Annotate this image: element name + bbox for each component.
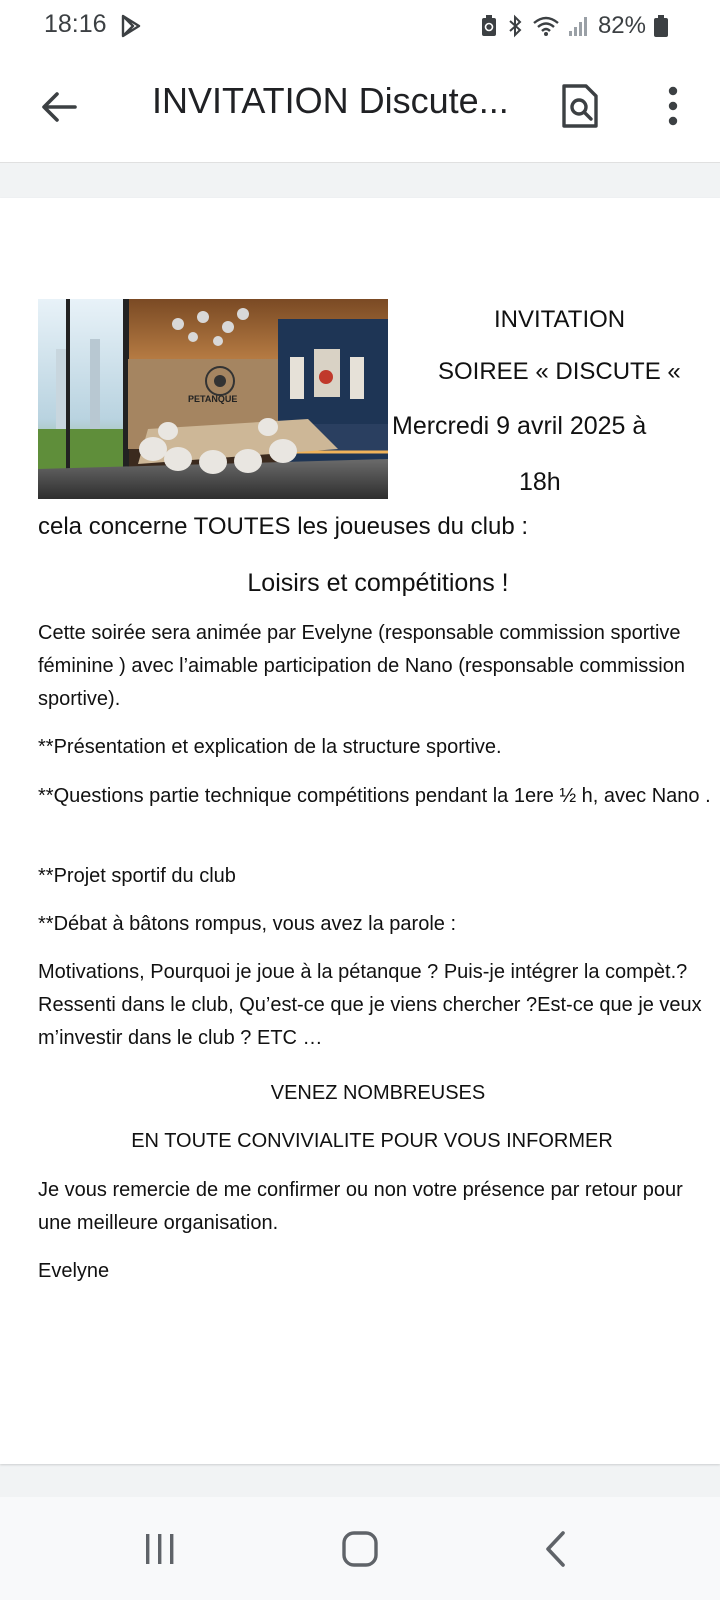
navigation-bar [0,1497,720,1600]
document-page [0,198,720,1464]
more-vert-icon[interactable] [648,78,698,134]
heading-date: Mercredi 9 avril 2025 à [392,412,647,440]
battery-saver-icon [480,15,498,37]
signature: Evelyne [38,1260,110,1282]
image-sign-text: PETANQUE [188,394,238,404]
petanque-room-image [38,299,388,499]
recent-apps-icon[interactable] [130,1519,190,1579]
heading-time: 18h [519,468,561,496]
agenda-item-3: **Projet sportif du club [38,865,236,887]
venez-line: VENEZ NOMBREUSES [270,1082,486,1104]
convivialite-line: EN TOUTE CONVIVIALITE POUR VOUS INFORMER [131,1130,613,1152]
play-store-icon [120,14,142,43]
status-time: 18:16 [44,10,107,38]
back-arrow-icon[interactable] [34,82,84,132]
thanks-paragraph: Je vous remercie de me confirmer ou non votre présence par retour pour une meilleure organisation. [38,1179,683,1234]
agenda-item-4: **Débat à bâtons rompus, vous avez la parole : [38,913,457,935]
home-icon[interactable] [330,1519,390,1579]
document-title: INVITATION Discute... [152,80,509,121]
agenda-item-1: **Présentation et explication de la structure sportive. [38,736,502,758]
app-bar [0,52,720,163]
heading-soiree: SOIREE « DISCUTE « [438,358,681,385]
heading-invitation: INVITATION [494,306,626,333]
status-bar [0,0,720,52]
signal-icon [568,15,590,37]
intro-paragraph: Cette soirée sera animée par Evelyne (responsable commission sportive féminine ) avec l’aimable participation de Nano (responsable commission sportive). [38,622,685,710]
motivations-paragraph: Motivations, Pourquoi je joue à la pétanque ? Puis-je intégrer la compèt.? Ressenti dans le club, Qu’est-ce que je viens chercher ?Est-ce que je veux m’investir dans le club ? ETC … [38,961,702,1049]
wifi-icon [532,15,560,37]
battery-percent: 82% [597,12,646,39]
agenda-item-2: **Questions partie technique compétitions pendant la 1ere ½ h, avec Nano . [38,785,711,807]
subtitle: Loisirs et compétitions ! [247,569,509,597]
concern-line: cela concerne TOUTES les joueuses du club : [38,513,529,540]
battery-icon [654,15,668,37]
bluetooth-icon [506,14,524,38]
find-in-document-icon[interactable] [552,78,608,134]
back-icon[interactable] [526,1519,586,1579]
